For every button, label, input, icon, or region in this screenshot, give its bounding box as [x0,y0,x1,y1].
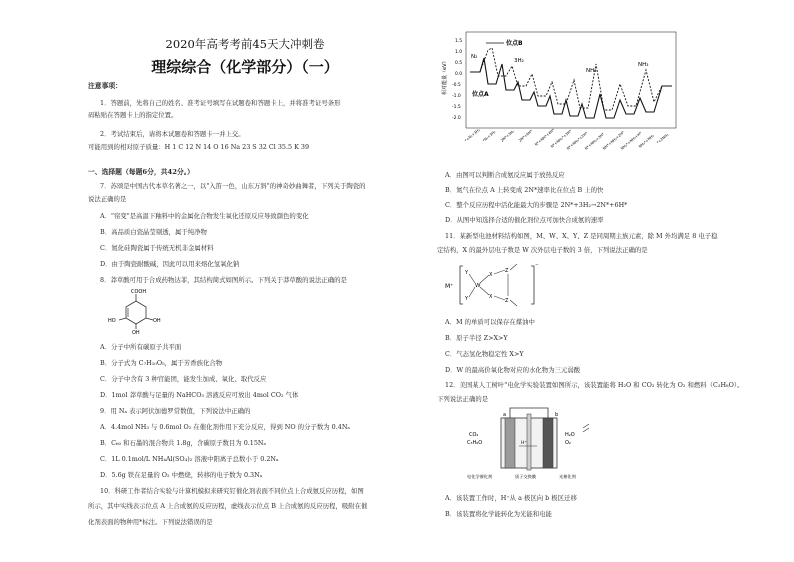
x-label-9: NH₂*+NH₃+H* [620,130,643,151]
x-label-7: N*+NH₃+3H* [584,132,606,151]
struct-oh-bottom: OH [132,330,140,336]
struct-oh-right: OH [153,318,161,324]
notice-1-line1: 1．答题前，先将自己的姓名、准考证号填写在试题卷和答题卡上，并将准考证号条形 [100,99,341,107]
q11-option-d: D．W 的最高价氧化物对应的水化物为三元弱酸 [445,366,581,374]
struct11-minus: ⁻ [535,262,539,270]
q7-line1: 7．苏颂是中国古代本草名著之一，以"入笛一色，山东万斜"的神奇妙曲舞者，下列关于陶瓷的 [100,182,366,190]
q11-line1: 11．某新型电池材料结构如图，M、W、X、Y、Z 是同周期主族元素，除 M 外均满足 8 电子稳 [445,232,718,240]
q11-option-a: A．M 的单质可以保存在煤油中 [445,318,535,326]
q8-line1: 8．莽草酸可用于合成药物达菲，其结构简式如图所示。下列关于莽草酸的说法正确的是 [100,276,347,284]
q7-line2: 说法正确的是 [88,195,127,203]
x-label-10: NH₃*+NH₃ [638,133,655,149]
label-site-b: 位点B [506,40,523,47]
x-label-1: *N₂+3H₂ [482,129,497,143]
cell-co2: CO₂ [469,432,479,438]
cell-h2o: H₂O [565,432,575,438]
q10-line3: 化剂表面的物种用*标注。下列说法错误的是 [88,518,213,526]
cell-left-label: 电化学催化剂 [467,474,493,479]
q12-line2: 下列说法正确的是 [437,395,489,403]
x-label-0: *+N₂+3H₂ [464,127,481,143]
y-tick-0.5: 0.5 [455,61,463,66]
q11-option-b: B．原子半径 Z>X>Y [445,334,508,342]
label-3h2: 3H₂ [514,58,524,64]
paper-title: 理综综合（化学部分）（一） [151,58,339,76]
exam-title: 2020年高考考前45天大冲刺卷 [165,37,325,51]
q12-option-b: B．该装置将化学能转化为光能和电能 [445,510,552,518]
y-tick-1.5: 1.5 [455,39,463,44]
label-site-a: 位点A [472,91,489,98]
q9-option-c: C．1L 0.1mol/L NH₄Al(SO₄)₂ 溶液中阳离子总数小于 0.2Nₐ [100,455,279,463]
q9-option-b: B．C₆₀ 和石墨的混合物共 1.8g，含碳原子数目为 0.15Nₐ [100,439,266,447]
y-tick-labels [452,38,462,121]
y-tick-neg0.5: -0.5 [452,83,461,88]
section-heading: 一、选择题（每题6分，共42分。） [88,168,194,176]
struct-ho-left: HO [108,318,116,324]
struct11-w: W [475,283,481,289]
q8-option-a: A．分子中所有碳原子共平面 [100,343,182,351]
q8-option-c: C．分子中含有 3 种官能团，能发生加成、氧化、取代反应 [100,375,267,383]
label-nh3-1: NH₃ [586,68,597,74]
y-tick-neg2.0: -2.0 [452,116,461,121]
x-label-11: *+2NH₃ [656,132,670,145]
cell-c3h8o: C₃H₈O [467,440,483,446]
site-b-path [480,48,662,110]
x-axis-labels [464,128,670,151]
atomic-masses: 可能用到的相对原子质量：H 1 C 12 N 14 O 16 Na 23 S 32 Cl 35.5 K 39 [88,143,310,151]
q11-option-c: C．气态氢化物稳定性 X>Y [445,350,524,358]
y-tick-1.0: 1.0 [455,50,463,55]
q7-option-b: B．高品质白瓷晶莹剔透，属于纯净物 [100,228,207,236]
struct-cooh: COOH [131,289,147,295]
struct11-x1: X [489,272,493,278]
notice-2: 2．考试结束后，请将本试题卷和答题卡一并上交。 [100,130,245,138]
electrochemical-cell-figure [465,404,595,484]
label-nh3-2: NH₃ [638,62,649,68]
q7-option-c: C．氮化硅陶瓷属于传统无机非金属材料 [100,244,214,252]
struct11-x2: X [489,294,493,300]
q9-line1: 9．用 Nₐ 表示阿伏加德罗常数值，下列说法中正确的 [100,407,251,415]
struct11-z2: Z [505,298,509,304]
cell-mid-label: 质子交换膜 [515,474,536,479]
q10-option-d: D．从图中知选择合适的催化剂位点可加快合成氨的速率 [445,216,604,224]
cell-right-label: 光催化剂 [559,474,576,479]
x-label-6: N*+NH₃*+2H* [566,131,589,151]
cell-o2: O₂ [565,440,571,446]
q10-line2: 所示，其中实线表示位点 A 上合成氨的反应历程，虚线表示位点 B 上合成氨的反应历程，吸附在催 [88,502,368,510]
struct11-z1: Z [505,268,509,274]
y-tick-neg1.5: -1.5 [452,105,461,110]
energy-ylabel: 相对能量（eV） [442,58,448,95]
q12-option-a: A．该装置工作时，H⁺从 a 极区向 b 极区迁移 [445,494,577,502]
struct11-y1: Y [465,270,469,276]
q8-option-b: B．分子式为 C₇H₁₀O₅，属于芳香族化合物 [100,359,223,367]
x-label-2: 2N*+3H₂ [500,129,516,143]
x-label-3: 2N*+6H* [518,129,534,143]
x-label-8: NH*+NH₃+2H* [602,130,626,151]
notice-heading: 注意事项： [88,82,122,90]
q11-line2: 定结构，X 的最外层电子数是 W 次外层电子数的 3 倍，下列说法正确的是 [437,246,648,254]
label-n2: N₂ [471,54,478,60]
y-tick-neg1.0: -1.0 [452,94,461,99]
cell-h: H⁺ [521,441,527,446]
notice-1-line2: 码粘贴在答题卡上的指定位置。 [88,111,178,119]
q9-option-a: A．4.4mol NH₃ 与 0.6mol O₂ 在催化剂作用下充分反应，得到 NO 的分子数为 0.4Nₐ [100,423,350,431]
q10-option-b: B．氮气在位点 A 上转变成 2N*速率比在位点 B 上的快 [445,186,604,194]
q7-option-d: D．由于陶瓷耐酸碱，因此可以用来熔化氢氧化钠 [100,260,240,268]
struct11-y2: Y [465,296,469,302]
q12-line1: 12．美国某人工树叶"电化学实验装置如图所示，该装置能将 H₂O 和 CO₂ 转化为 O₂ 和燃料（C₃H₈O）。 [445,381,744,389]
q7-option-a: A．"窑变"是高温下釉料中的金属化合物发生氧化还原反应导致颜色的变化 [100,212,309,220]
cell-a: a [503,412,507,418]
energy-profile-figure [440,30,680,165]
q10-line1: 10．科研工作者结合实验与计算机模拟来研究钌催化剂表面不同位点上合成氨反应历程，如图 [100,487,364,495]
shikimic-acid-structure [108,286,168,336]
q10-option-c: C．整个反应历程中活化能最大的步骤是 2N*+3H₂→2N*+6H* [445,201,628,209]
q9-option-d: D．5.6g 铁在足量的 O₂ 中燃烧，转移的电子数为 0.3Nₐ [100,471,263,479]
x-label-5: N*+NH₂*+3H* [550,129,573,149]
y-tick-0.0: 0.0 [455,72,463,77]
struct11-m: M⁺ [445,283,454,290]
q10-option-a: A．由图可以判断合成氨反应属于放热反应 [445,171,565,179]
cell-b: b [555,412,559,418]
battery-material-structure [445,256,555,312]
x-label-4: N*+NH*+4H* [534,127,556,147]
q8-option-d: D．1mol 莽草酸与足量的 NaHCO₃ 溶液反应可放出 4mol CO₂ 气体 [100,391,299,399]
